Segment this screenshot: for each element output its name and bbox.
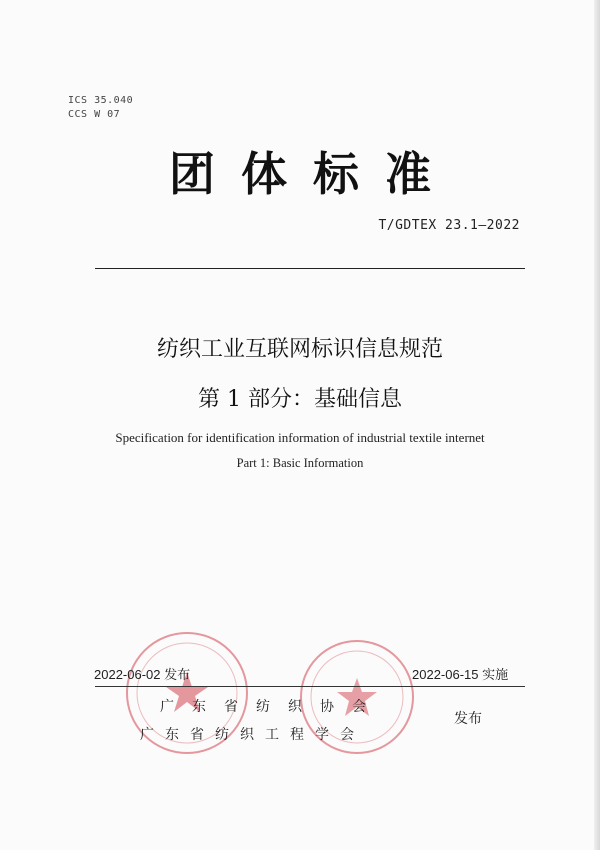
standard-number: T/GDTEX 23.1—2022 [378, 218, 520, 233]
part-title-english: Part 1: Basic Information [236, 456, 364, 470]
part-title-chinese: 第 1 部分：基础信息 [198, 387, 402, 412]
header-divider [95, 268, 525, 269]
title-chinese: 纺织工业互联网标识信息规范 [156, 337, 443, 362]
footer-divider [95, 686, 525, 687]
publish-label: 发布 [454, 711, 482, 727]
issue-date: 2022-06-02 发布 [94, 667, 191, 682]
document-type-heading: 团体标准 [169, 147, 457, 201]
publisher-textile-association: 广东省纺织协会 [160, 699, 384, 715]
scan-edge [594, 0, 600, 850]
publisher-engineering-society: 广东省纺织工程学会 [140, 727, 365, 743]
implementation-date: 2022-06-15 实施 [412, 667, 509, 682]
ccs-code: CCS W 07 [68, 109, 121, 120]
title-english: Specification for identification information of industrial textile internet [115, 430, 485, 445]
classification-codes [68, 94, 133, 122]
ics-code: ICS 35.040 [68, 95, 134, 106]
